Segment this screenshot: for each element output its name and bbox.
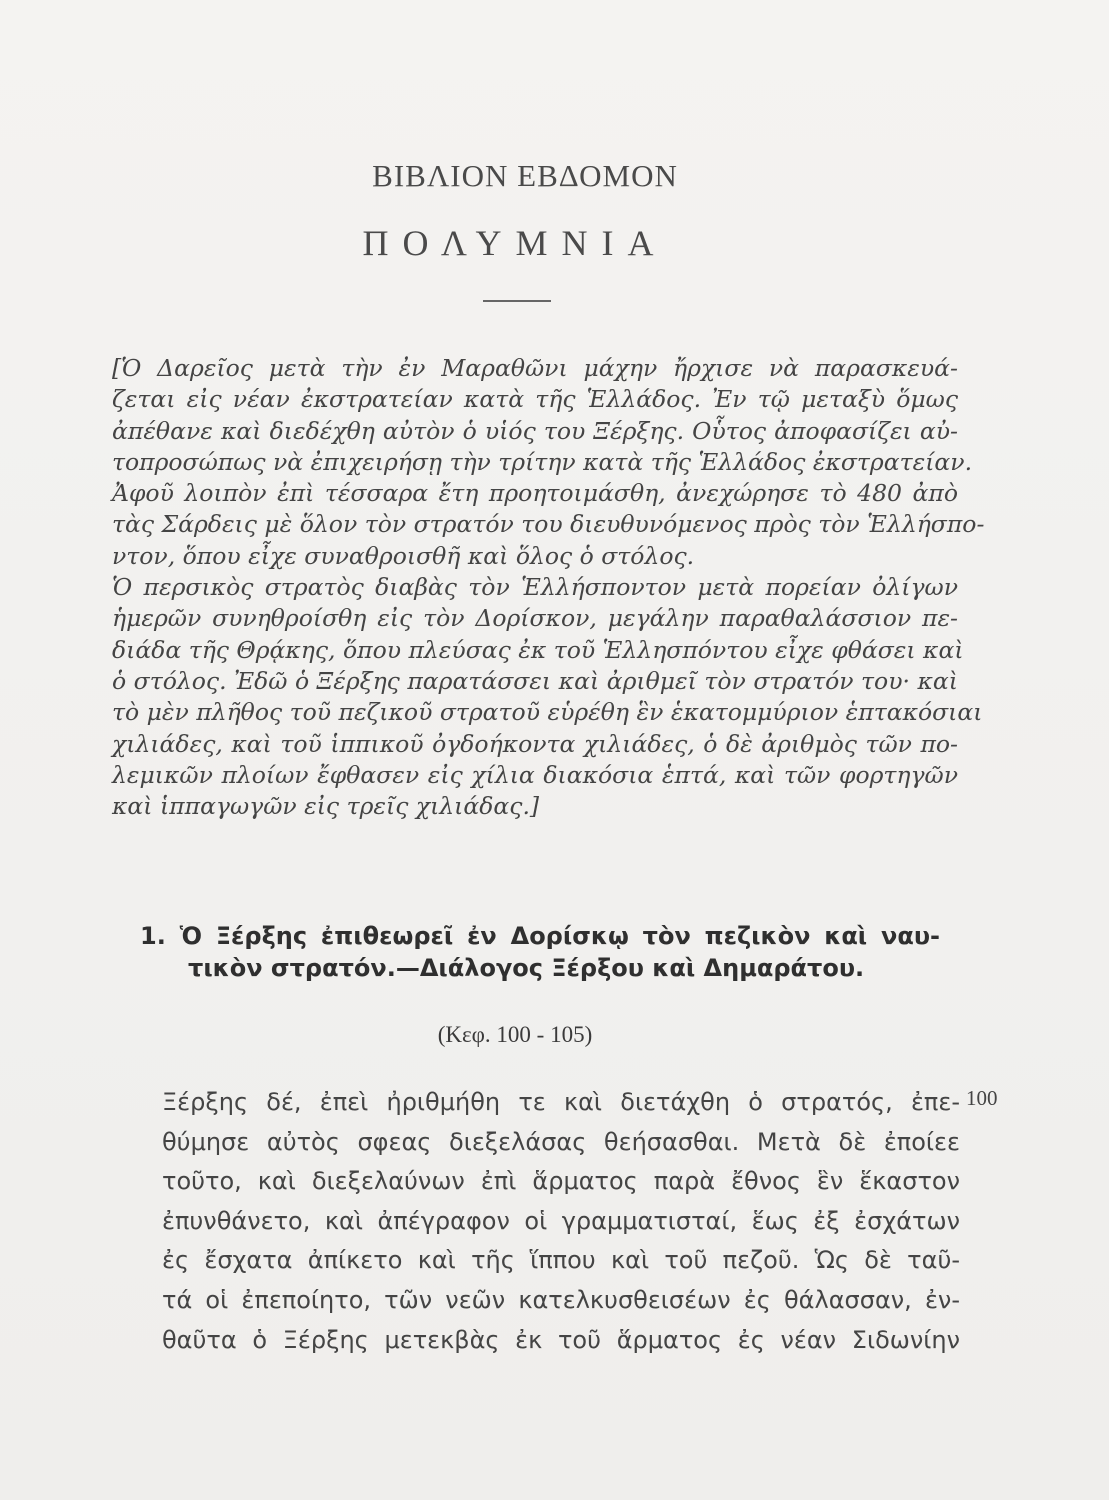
summary-line: ἡμερῶν συνηθροίσθη εἰς τὸν Δορίσκον, μεγάλην παραθαλάσσιον πε-: [112, 604, 958, 633]
summary-line: λεμικῶν πλοίων ἔφθασεν εἰς χίλια διακόσια ἑπτά, καὶ τῶν φορτηγῶν: [112, 760, 958, 789]
section-heading-line: 1. Ὁ Ξέρξης ἐπιθεωρεῖ ἐν Δορίσκῳ τὸν πεζικὸν καὶ ναυ-: [140, 922, 940, 950]
summary-line: διάδα τῆς Θρᾴκης, ὅπου πλεύσας ἐκ τοῦ Ἑλλησπόντου εἶχε φθάσει καὶ: [112, 635, 964, 664]
muse-title: ΠΟΛΥΜΝΙΑ: [362, 223, 668, 263]
section-heading: [140, 920, 940, 984]
title-divider: [483, 300, 551, 302]
summary-line: τοπροσώπως νὰ ἐπιχειρήσῃ τὴν τρίτην κατὰ τῆς Ἑλλάδος ἐκστρατείαν.: [112, 447, 973, 476]
margin-line-number: 100: [966, 1086, 998, 1110]
summary-line: [Ὁ Δαρεῖος μετὰ τὴν ἐν Μαραθῶνι μάχην ἤρχισε νὰ παρασκευά-: [112, 354, 958, 382]
summary-line: τὰς Σάρδεις μὲ ὅλον τὸν στρατόν του διευθυνόμενος πρὸς τὸν Ἑλλήσπο-: [112, 510, 985, 539]
chapter-reference: (Κεφ. 100 - 105): [437, 1022, 593, 1047]
summary-line: ὁ στόλος. Ἐδῶ ὁ Ξέρξης παρατάσσει καὶ ἀριθμεῖ τὸν στρατόν του· καὶ: [112, 666, 958, 695]
greek-text-line: τοῦτο, καὶ διεξελαύνων ἐπὶ ἅρματος παρὰ ἔθνος ἓν ἕκαστον: [162, 1167, 960, 1196]
summary-line: ἀπέθανε καὶ διεδέχθη αὐτὸν ὁ υἱός του Ξέρξης. Οὗτος ἀποφασίζει αὐ-: [112, 416, 958, 445]
greek-text-line: θύμησε αὐτὸς σφεας διεξελάσας θεήσασθαι. Μετὰ δὲ ἐποίεε: [162, 1127, 960, 1156]
summary-line: τὸ μὲν πλῆθος τοῦ πεζικοῦ στρατοῦ εὑρέθη ἓν ἑκατομμύριον ἑπτακόσιαι: [112, 698, 983, 727]
greek-text-line: ἐς ἔσχατα ἀπίκετο καὶ τῆς ἵππου καὶ τοῦ πεζοῦ. Ὡς δὲ ταῦ-: [162, 1246, 960, 1275]
book-title: ΒΙΒΛΙΟΝ ΕΒΔΟΜΟΝ: [372, 158, 678, 193]
summary-line: Ὁ περσικὸς στρατὸς διαβὰς τὸν Ἑλλήσποντον μετὰ πορείαν ὀλίγων: [112, 573, 958, 602]
summary-line: ντον, ὅπου εἶχε συναθροισθῆ καὶ ὅλος ὁ στόλος.: [112, 541, 695, 570]
summary-line: καὶ ἱππαγωγῶν εἰς τρεῖς χιλιάδας.]: [112, 792, 540, 821]
greek-text-line: Ξέρξης δέ, ἐπεὶ ἠριθμήθη τε καὶ διετάχθη ὁ στρατός, ἐπε-: [162, 1088, 960, 1116]
greek-text-line: ἐπυνθάνετο, καὶ ἀπέγραφον οἱ γραμματισταί, ἕως ἐξ ἐσχάτων: [162, 1206, 960, 1235]
section-heading-line: τικὸν στρατόν.—Διάλογος Ξέρξου καὶ Δημαράτου.: [188, 954, 865, 982]
greek-text-paragraph: [162, 1083, 960, 1360]
summary-line: χιλιάδες, καὶ τοῦ ἱππικοῦ ὀγδοήκοντα χιλιάδες, ὁ δὲ ἀριθμὸς τῶν πο-: [112, 729, 958, 758]
greek-text-line: θαῦτα ὁ Ξέρξης μετεκβὰς ἐκ τοῦ ἅρματος ἐς νέαν Σιδωνίην: [162, 1325, 960, 1354]
greek-text-line: τά οἱ ἐπεποίητο, τῶν νεῶν κατελκυσθεισέων ἐς θάλασσαν, ἐν-: [162, 1285, 960, 1314]
summary-line: Ἀφοῦ λοιπὸν ἐπὶ τέσσαρα ἔτη προητοιμάσθη, ἀνεχώρησε τὸ 480 ἀπὸ: [112, 479, 958, 508]
summary-line: ζεται εἰς νέαν ἐκστρατείαν κατὰ τῆς Ἑλλάδος. Ἐν τῷ μεταξὺ ὅμως: [112, 385, 958, 414]
summary-paragraph: [112, 353, 985, 822]
